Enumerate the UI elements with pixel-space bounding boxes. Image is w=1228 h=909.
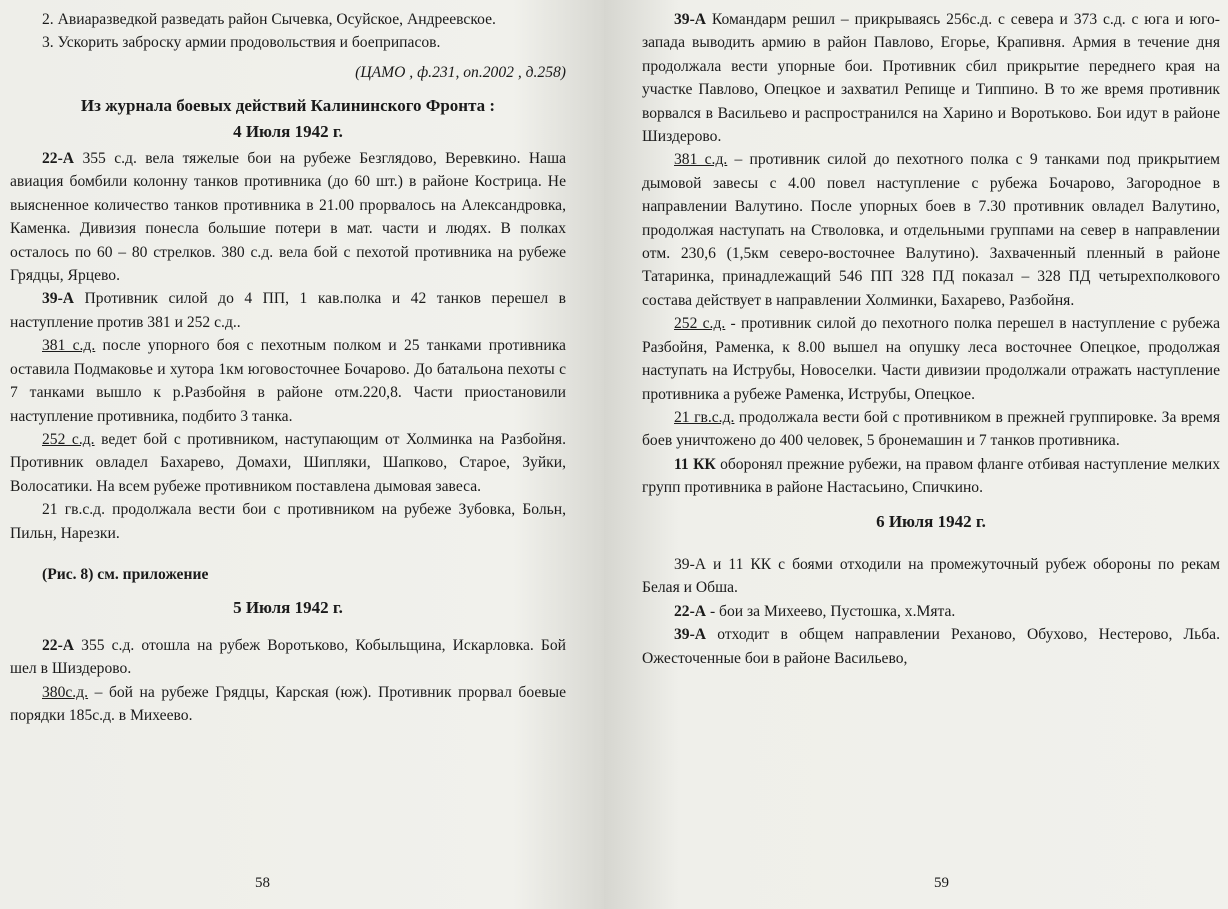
paragraph-text: Командарм решил – прикрываясь 256с.д. с севера и 373 с.д. с юга и юго-запада выводить армию в район Павлово, Егорье, Крапивня. Армия в течение дня продолжала вести упорные бои. Противник сбил прикрытие переднего края на участке Павлово, Опецкое и захватил Репище и Типпино. В то же время противник ворвался в Васильево и распространился на Харино и Воротьково. Бои идут в районе Шиздерово. [642,11,1220,146]
right-page [604,0,1228,909]
date-july-5: 5 Июля 1942 г. [233,598,343,618]
paragraph-text: оборонял прежние рубежи, на правом фланге отбивая наступление мелких групп противника в районе Настасьино, Спичкино. [642,455,1220,497]
paragraph-39a-july5 [642,8,1220,148]
page-number: 58 [255,874,270,891]
figure-reference: (Рис. 8) см. приложение [42,565,209,583]
page-number: 59 [934,874,949,891]
unit-label: 22-А [674,602,707,620]
unit-label: 381 с.д. [42,337,96,355]
archive-source-ref: (ЦАМО , ф.231, оп.2002 , д.258) [355,63,566,81]
paragraph-381-july5 [642,148,1220,312]
unit-label: 11 КК [674,455,716,473]
paragraph-text: – противник силой до пехотного полка с 9 танками под прикрытием дымовой завесы с 4.00 повел наступление с рубежа Бочарово, Загородное в направлении Валутино. После упорных боев в 7.30 противник овладел Валутино, продолжая наступать на Стволовка, и отдельными группами на север в направлении отм. 230,6 (1,5км северо-восточнее Валутино). Захваченный пленный в районе Татаринка, принадлежащий 546 ПП 328 ПД показал – 328 ПД четырехполкового состава действует в направлении Холминки, Бахарево, Разбойня. [642,151,1220,309]
unit-label: 39-А [674,11,707,28]
unit-label: 21 гв.с.д. [674,408,735,426]
unit-label: 22-А [42,636,75,654]
paragraph-text: - бои за Михеево, Пустошка, х.Мята. [706,602,956,620]
paragraph-22a-july5 [10,634,566,681]
paragraph-381-july4 [10,334,566,428]
paragraph-11kk-july5 [642,453,1220,500]
paragraph-22a-july6 [642,600,1220,623]
left-page [0,0,604,909]
paragraph-380-july5 [10,681,566,728]
unit-label: 252 с.д. [42,430,95,448]
paragraph-text: - противник силой до пехотного полка перешел в наступление с рубежа Разбойня, Раменка, к 8.00 вышел на опушку леса восточнее Опецкое, продолжая наступать на Иструбы, Новоселки. Части дивизии продолжали отражать наступление противника а рубеже Раменка, Иструбы, Опецкое. [642,315,1220,403]
intro-item-3: 3. Ускорить заброску армии продовольствия и боеприпасов. [42,34,441,52]
journal-heading: Из журнала боевых действий Калининского Фронта : [80,96,496,116]
paragraph-39a-july4 [10,287,566,334]
date-july-4: 4 Июля 1942 г. [233,121,343,141]
paragraph-text: ведет бой с противником, наступающим от Холминка на Разбойня. Противник овладел Бахарево, Домахи, Шипляки, Шапково, Старое, Зуйки, Волосатики. На всем рубеже противником поставлена дымовая завеса. [10,430,566,495]
paragraph-text: 355 с.д. отошла на рубеж Воротьково, Кобыльщина, Искарловка. Бой шел в Шиздерово. [10,636,566,678]
paragraph-22a-july4 [10,147,566,287]
paragraph-21gv-july4: 21 гв.с.д. продолжала вести бои с противником на рубеже Зубовка, Больн, Пильн, Нарезки. [10,501,566,542]
unit-label: 380с.д. [42,683,89,701]
paragraph-text: – бой на рубеже Грядцы, Карская (юж). Противник прорвал боевые порядки 185с.д. в Михеево. [10,683,566,724]
paragraph-252-july5 [642,312,1220,406]
paragraph-text: продолжала вести бой с противником в прежней группировке. За время боев уничтожено до 400 человек, 5 бронемашин и 7 танков противника. [642,408,1220,450]
paragraph-21gv-july5 [642,406,1220,453]
paragraph-text: отходит в общем направлении Реханово, Обухово, Нестерово, Льба. Ожесточенные бои в районе Васильево, [642,626,1220,667]
unit-label: 39-А [42,290,75,308]
intro-item-2: 2. Авиаразведкой разведать район Сычевка, Осуйское, Андреевское. [42,11,496,28]
paragraph-39a-july6 [642,623,1220,670]
date-july-6: 6 Июля 1942 г. [876,511,986,531]
paragraph-text: после упорного боя с пехотным полком и 25 танками противника оставила Подмаковье и хутора 1км юговосточнее Бочарово. До батальона пехоты с 7 танками вышло к р.Разбойня в районе отм.220,8. Части приостановили наступление противника, подбито 3 танка. [10,337,566,425]
paragraph-39a-11kk-july6: 39-А и 11 КК с боями отходили на промежуточный рубеж обороны по рекам Белая и Обша. [642,555,1220,597]
unit-label: 252 с.д. [674,315,726,333]
unit-label: 22-А [42,150,75,168]
unit-label: 381 с.д. [674,151,728,169]
paragraph-text: Противник силой до 4 ПП, 1 кав.полка и 42 танков перешел в наступление против 381 и 252 с.д.. [10,290,566,331]
paragraph-252-july4 [10,428,566,498]
paragraph-text: 355 с.д. вела тяжелые бои на рубеже Безглядово, Веревкино. Наша авиация бомбили колонну танков противника (до 60 шт.) в районе Кострица. Не выясненное количество танков противника в 21.00 прорвалось на Александровка, Каменка. Дивизия понесла большие потери в мат. части и людях. В полках осталось по 60 – 80 стрелков. 380 с.д. вела бой с пехотой противника на рубеже Грядцы, Ярцево. [10,150,566,285]
unit-label: 39-А [674,626,707,644]
